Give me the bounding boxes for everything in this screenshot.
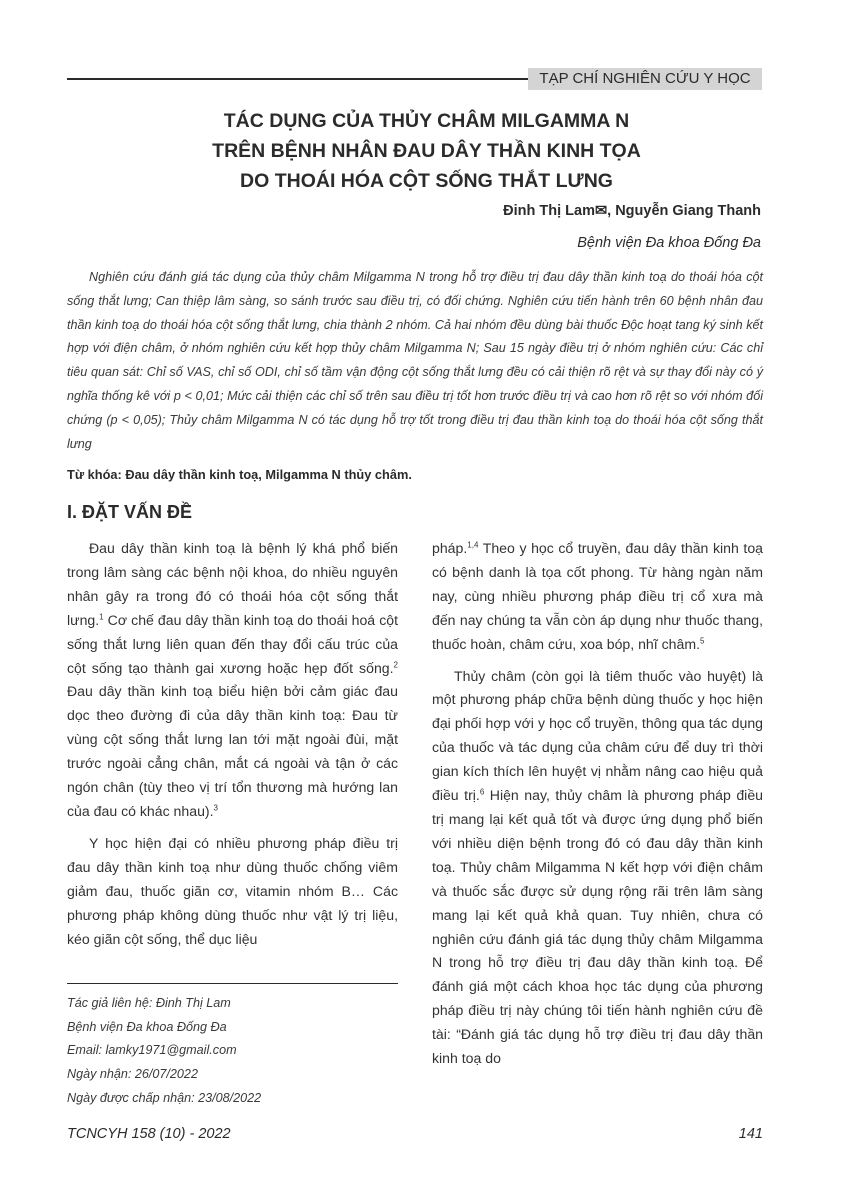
citation-ref: 2	[393, 659, 398, 669]
footnote-contact: Tác giả liên hệ: Đinh Thị Lam	[67, 996, 231, 1010]
text-run: Cơ chế đau dây thần kinh toạ do thoái hoá cột sống thắt lưng liên quan đến thay đổi cấu trúc của cột sống tạo thành gai xương hoặc hẹp đốt sống.	[67, 611, 398, 676]
section-heading: I. ĐẶT VẤN ĐỀ	[67, 502, 193, 522]
paragraph: Y học hiện đại có nhiều phương pháp điều trị đau dây thần kinh toạ như dùng thuốc chống viêm giảm đau, thuốc giãn cơ, vitamin nhóm B… Các phương pháp không dùng thuốc như vật lý trị liệu, kéo giãn cột sống, thể dục liệu	[67, 834, 398, 947]
footnotes	[67, 992, 398, 1111]
citation-ref: 1,4	[467, 540, 479, 550]
abstract: Nghiên cứu đánh giá tác dụng của thủy châm Milgamma N trong hỗ trợ điều trị đau dây thần kinh toạ do thoái hóa cột sống thắt lưng; Can thiệp lâm sàng, so sánh trước sau điều trị, có đối chứng. Nghiên cứu tiến hành trên 60 bệnh nhân đau thần kinh toạ do thoái hóa cột sống thắt lưng, chia thành 2 nhóm. Cả hai nhóm đều dùng bài thuốc Độc hoạt tang ký sinh kết hợp với điện châm, ở nhóm nghiên cứu kết hợp thủy châm Milgamma N; Sau 15 ngày điều trị ở nhóm nghiên cứu: Các chỉ tiêu quan sát: Chỉ số VAS, chỉ số ODI, chỉ số tầm vận động cột sống thắt lưng đều có cải thiện rõ rệt và sự thay đổi này có ý nghĩa thống kê với p < 0,01; Mức cải thiện các chỉ số trên sau điều trị tốt hơn trước điều trị và cao hơn rõ rệt so với nhóm đối chứng (p < 0,05); Thủy châm Milgamma N có tác dụng hỗ trợ tốt trong điều trị đau thần kinh toạ do thoái hóa cột sống thắt lưng	[67, 270, 763, 451]
title-line-3: DO THOÁI HÓA CỘT SỐNG THẮT LƯNG	[240, 170, 613, 192]
affiliation: Bệnh viện Đa khoa Đống Đa	[577, 235, 761, 251]
article-title	[90, 106, 763, 196]
footnote-institution: Bệnh viện Đa khoa Đống Đa	[67, 1019, 227, 1034]
journal-name: TẠP CHÍ NGHIÊN CỨU Y HỌC	[528, 68, 762, 90]
text-run: Đau dây thần kinh toạ là bệnh lý khá phổ biến trong lâm sàng các bệnh nội khoa, do nhiều nguyên nhân gây ra trong đó có thoái hóa cột sống thắt lưng.	[67, 540, 398, 628]
paragraph	[432, 537, 763, 657]
body-left-column	[67, 537, 398, 959]
footnote-email: Email: lamky1971@gmail.com	[67, 1043, 237, 1058]
header-rule	[67, 78, 528, 80]
title-line-2: TRÊN BỆNH NHÂN ĐAU DÂY THẦN KINH TỌA	[212, 140, 641, 162]
text-run: Đau dây thần kinh toạ biểu hiện bởi cảm giác đau dọc theo đường đi của dây thần kinh toạ: Đau từ vùng cột sống thắt lưng lan tới mặt ngoài đùi, mặt trước ngoài cẳng chân, mắt cá ngoài và tận ở các ngón chân (tùy theo vị trí tổn thương mà hướng lan của đau có khác nhau).	[67, 683, 398, 819]
paragraph	[67, 537, 398, 824]
footnote-rule	[67, 983, 398, 984]
citation-ref: 1	[99, 612, 104, 622]
page-number: 141	[738, 1126, 763, 1142]
citation-ref: 6	[479, 787, 485, 797]
citation-ref: 5	[699, 635, 705, 645]
citation-ref: 3	[213, 803, 218, 813]
authors: Đinh Thị Lam✉, Nguyễn Giang Thanh	[503, 203, 761, 219]
paragraph	[432, 665, 763, 1071]
footnote-accepted: Ngày được chấp nhận: 23/08/2022	[67, 1090, 262, 1105]
text-run: Thủy châm (còn gọi là tiêm thuốc vào huyệt) là một phương pháp chữa bệnh dùng thuốc y học hiện đại phối hợp với y học cổ truyền, thông qua tác dụng của thuốc và tác dụng của châm cứu để duy trì thời gian kích thích lên huyệt vị nhằm nâng cao hiệu quả điều trị.	[432, 667, 763, 804]
text-run: pháp.	[432, 540, 468, 556]
footer-citation: TCNCYH 158 (10) - 2022	[67, 1126, 231, 1142]
title-line-1: TÁC DỤNG CỦA THỦY CHÂM MILGAMMA N	[223, 110, 630, 132]
text-run: Hiện nay, thủy châm là phương pháp điều trị mang lại kết quả tốt và được ứng dụng phổ biến với nhiều diện bệnh trong đó có đau dây thần kinh toạ. Thủy châm Milgamma N kết hợp với điện châm và thuốc sắc được sử dụng rộng rãi trên lâm sàng mang lại kết quả khả quan. Tuy nhiên, chưa có nghiên cứu đánh giá tác dụng thủy châm Milgamma N trong hỗ trợ điều trị đau dây thần kinh toạ. Để đánh giá một cách khoa học tác dụng của phương pháp điều trị này chúng tôi tiến hành nghiên cứu đề tài: “Đánh giá tác dụng hỗ trợ điều trị đau dây thần kinh toạ do	[432, 787, 763, 1067]
footnote-received: Ngày nhận: 26/07/2022	[67, 1067, 198, 1082]
body-right-column	[432, 537, 763, 1079]
keywords: Từ khóa: Đau dây thần kinh toạ, Milgamma N thủy châm.	[67, 467, 412, 482]
text-run: Theo y học cổ truyền, đau dây thần kinh toạ có bệnh danh là tọa cốt phong. Từ hàng ngàn năm nay, cùng nhiều phương pháp điều trị cổ xưa mà đến nay chúng ta vẫn còn áp dụng như thuốc thang, thuốc hoàn, châm cứu, xoa bóp, nhĩ châm.	[432, 540, 763, 652]
